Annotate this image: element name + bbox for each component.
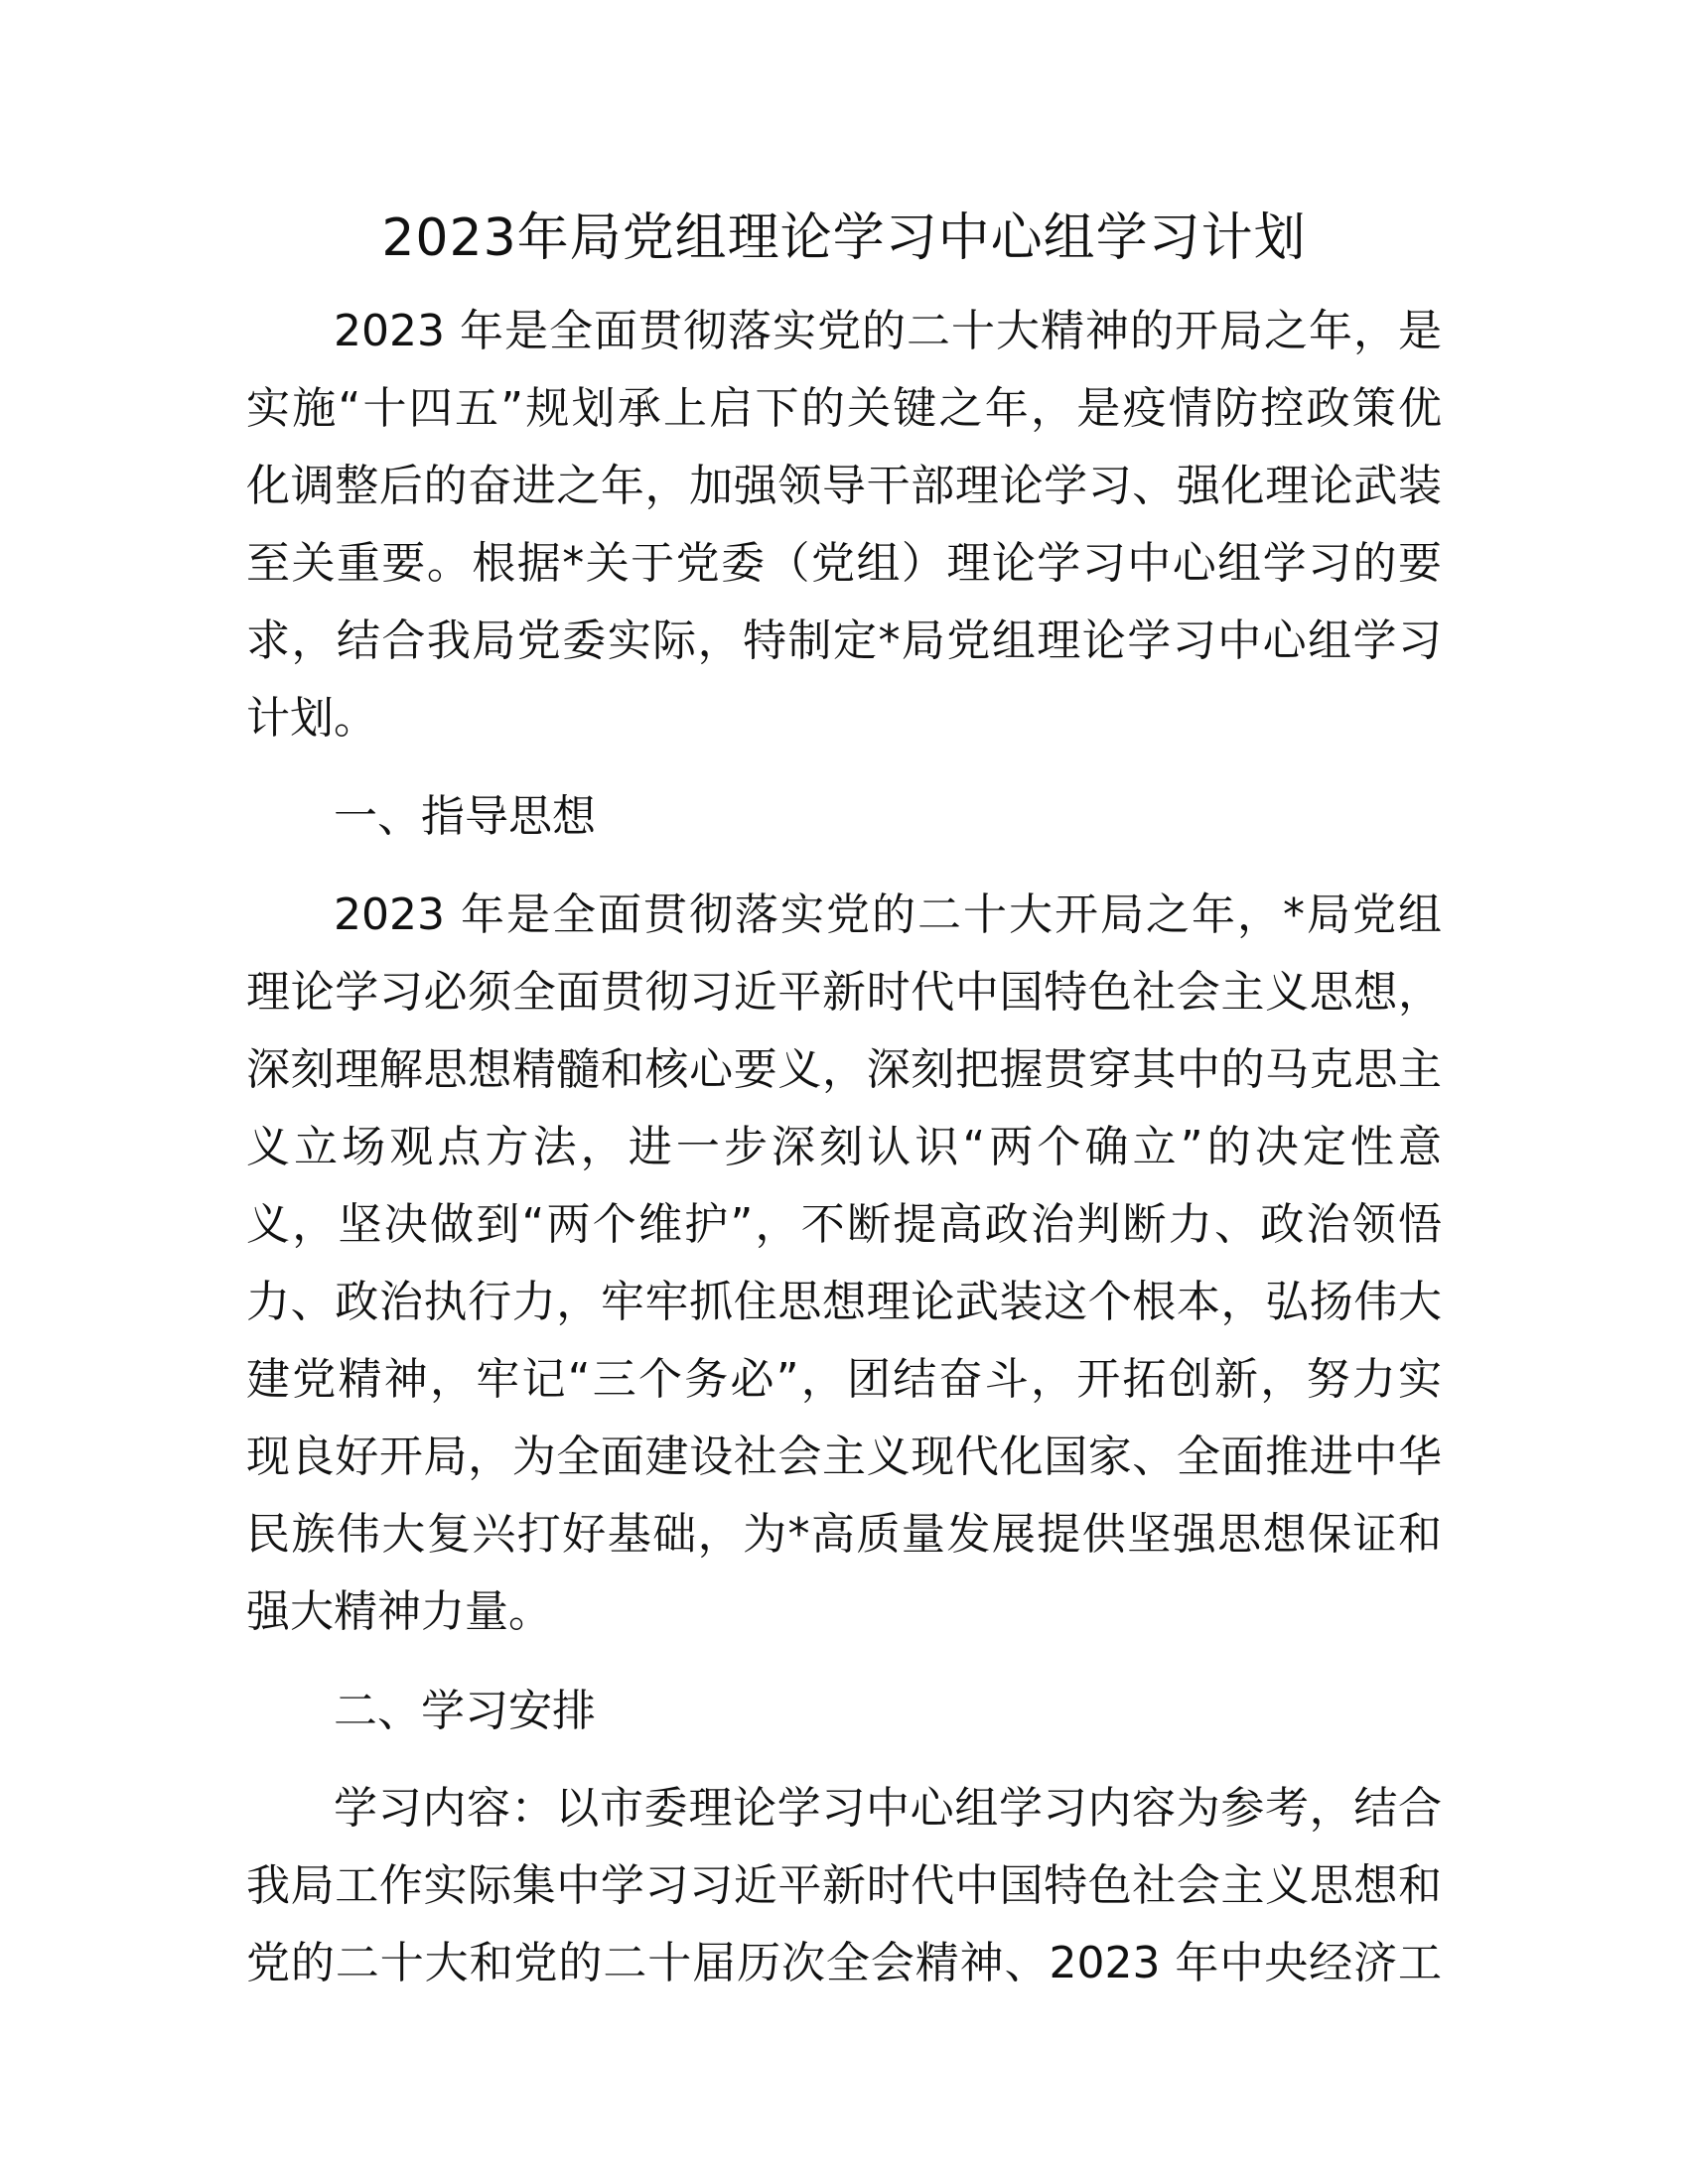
intro-line-1: 2023 年是全面贯彻落实党的二十大精神的开局之年，是 bbox=[334, 306, 1442, 356]
section1-line-9: 民族伟大复兴打好基础，为*高质量发展提供坚强思想保证和 bbox=[246, 1509, 1442, 1560]
intro-line-6: 计划。 bbox=[246, 693, 377, 744]
intro-line-5: 求，结合我局党委实际，特制定*局党组理论学习中心组学习 bbox=[246, 615, 1442, 666]
section-heading-guiding-thought: 一、指导思想 bbox=[334, 791, 596, 842]
section1-line-3: 深刻理解思想精髓和核心要义，深刻把握贯穿其中的马克思主 bbox=[246, 1044, 1442, 1095]
section1-line-5: 义，坚决做到“两个维护”，不断提高政治判断力、政治领悟 bbox=[246, 1199, 1442, 1250]
section1-line-6: 力、政治执行力，牢牢抓住思想理论武装这个根本，弘扬伟大 bbox=[246, 1277, 1442, 1327]
section-heading-study-arrangement: 二、学习安排 bbox=[334, 1686, 596, 1736]
section1-line-1: 2023 年是全面贯彻落实党的二十大开局之年，*局党组 bbox=[334, 889, 1442, 940]
section1-line-10: 强大精神力量。 bbox=[246, 1586, 552, 1637]
section1-line-8: 现良好开局，为全面建设社会主义现代化国家、全面推进中华 bbox=[246, 1432, 1442, 1482]
section1-line-7: 建党精神，牢记“三个务必”，团结奋斗，开拓创新，努力实 bbox=[246, 1354, 1442, 1405]
section2-line-1: 学习内容：以市委理论学习中心组学习内容为参考，结合 bbox=[334, 1783, 1442, 1834]
intro-line-3: 化调整后的奋进之年，加强领导干部理论学习、强化理论武装 bbox=[246, 461, 1442, 511]
section1-line-2: 理论学习必须全面贯彻习近平新时代中国特色社会主义思想， bbox=[246, 967, 1442, 1018]
section2-line-3: 党的二十大和党的二十届历次全会精神、2023 年中央经济工 bbox=[246, 1938, 1442, 1988]
section1-line-4: 义立场观点方法，进一步深刻认识“两个确立”的决定性意 bbox=[246, 1122, 1442, 1172]
intro-line-2: 实施“十四五”规划承上启下的关键之年，是疫情防控政策优 bbox=[246, 383, 1442, 434]
document-title: 2023年局党组理论学习中心组学习计划 bbox=[381, 208, 1307, 268]
intro-line-4: 至关重要。根据*关于党委（党组）理论学习中心组学习的要 bbox=[246, 538, 1442, 589]
section2-line-2: 我局工作实际集中学习习近平新时代中国特色社会主义思想和 bbox=[246, 1860, 1442, 1911]
